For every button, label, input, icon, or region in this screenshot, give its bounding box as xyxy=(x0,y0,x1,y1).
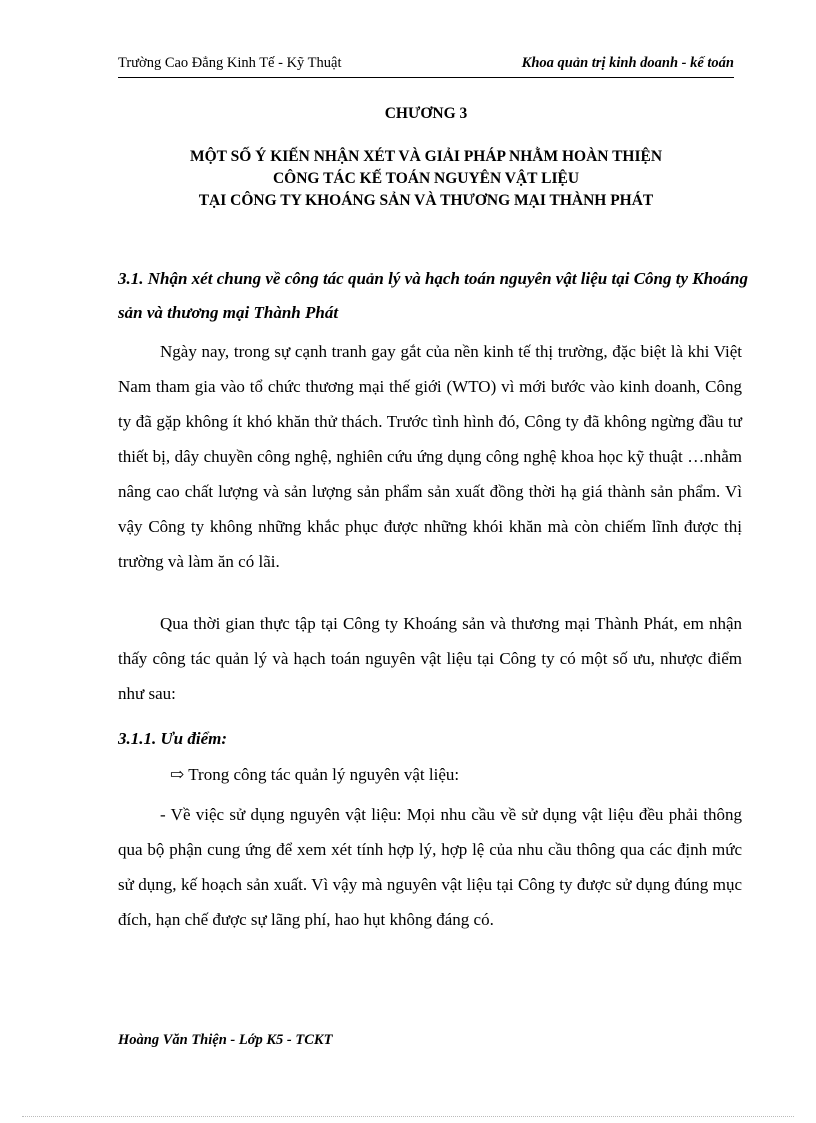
page-footer: Hoàng Văn Thiện - Lớp K5 - TCKT xyxy=(118,1032,333,1048)
chapter-title-line-3: TẠI CÔNG TY KHOÁNG SẢN VÀ THƯƠNG MẠI THÀNH PHÁT xyxy=(198,192,654,209)
section-heading: 3.1. Nhận xét chung về công tác quản lý và hạch toán nguyên vật liệu tại Công ty Khoáng sản và thương mại Thành Phát xyxy=(118,269,749,322)
chapter-title-line-2: CÔNG TÁC KẾ TOÁN NGUYÊN VẬT LIỆU xyxy=(272,170,580,187)
bullet-item xyxy=(170,765,459,785)
arrow-right-icon: ⇨ xyxy=(170,765,185,784)
chapter-title-line-1: MỘT SỐ Ý KIẾN NHẬN XÉT VÀ GIẢI PHÁP NHẰM HOÀN THIỆN xyxy=(189,148,663,165)
body-paragraph-1: Ngày nay, trong sự cạnh tranh gay gắt của nền kinh tế thị trường, đặc biệt là khi Việt Nam tham gia vào tổ chức thương mại thế giới (WTO) vì mới bước vào kinh doanh, Công ty đã gặp không ít khó khăn thử thách. Trước tình hình đó, Công ty đã không ngừng đầu tư thiết bị, dây chuyền công nghệ, nghiên cứu ứng dụng công nghệ khoa học kỹ thuật …nhằm nâng cao chất lượng và sản lượng sản phẩm sản xuất đồng thời hạ giá thành sản phẩm. Vì vậy Công ty không những khắc phục được những khói khăn mà còn chiếm lĩnh được thị trường và làm ăn có lãi. xyxy=(118,342,742,571)
header-faculty-name: Khoa quản trị kinh doanh - kế toán xyxy=(521,55,734,71)
chapter-label: CHƯƠNG 3 xyxy=(384,105,468,122)
body-paragraph-2: Qua thời gian thực tập tại Công ty Khoáng sản và thương mại Thành Phát, em nhận thấy công tác quản lý và hạch toán nguyên vật liệu tại Công ty có một số ưu, nhược điểm như sau: xyxy=(118,614,742,703)
chapter-title xyxy=(118,146,734,212)
header-school-name: Trường Cao Đẳng Kinh Tế - Kỹ Thuật xyxy=(118,55,342,71)
body-paragraph-3: - Về việc sử dụng nguyên vật liệu: Mọi nhu cầu về sử dụng vật liệu đều phải thông qua bộ phận cung ứng để xem xét tính hợp lý, hợp lệ của nhu cầu thông qua các định mức sử dụng, kế hoạch sản xuất. Vì vậy mà nguyên vật liệu tại Công ty được sử dụng đúng mục đích, hạn chế được sự lãng phí, hao hụt không đáng có. xyxy=(118,805,742,929)
subsection-heading: 3.1.1. Ưu điểm: xyxy=(118,729,228,748)
bottom-divider xyxy=(22,1116,794,1117)
bullet-text: Trong công tác quản lý nguyên vật liệu: xyxy=(188,765,460,784)
page-header xyxy=(118,53,734,78)
